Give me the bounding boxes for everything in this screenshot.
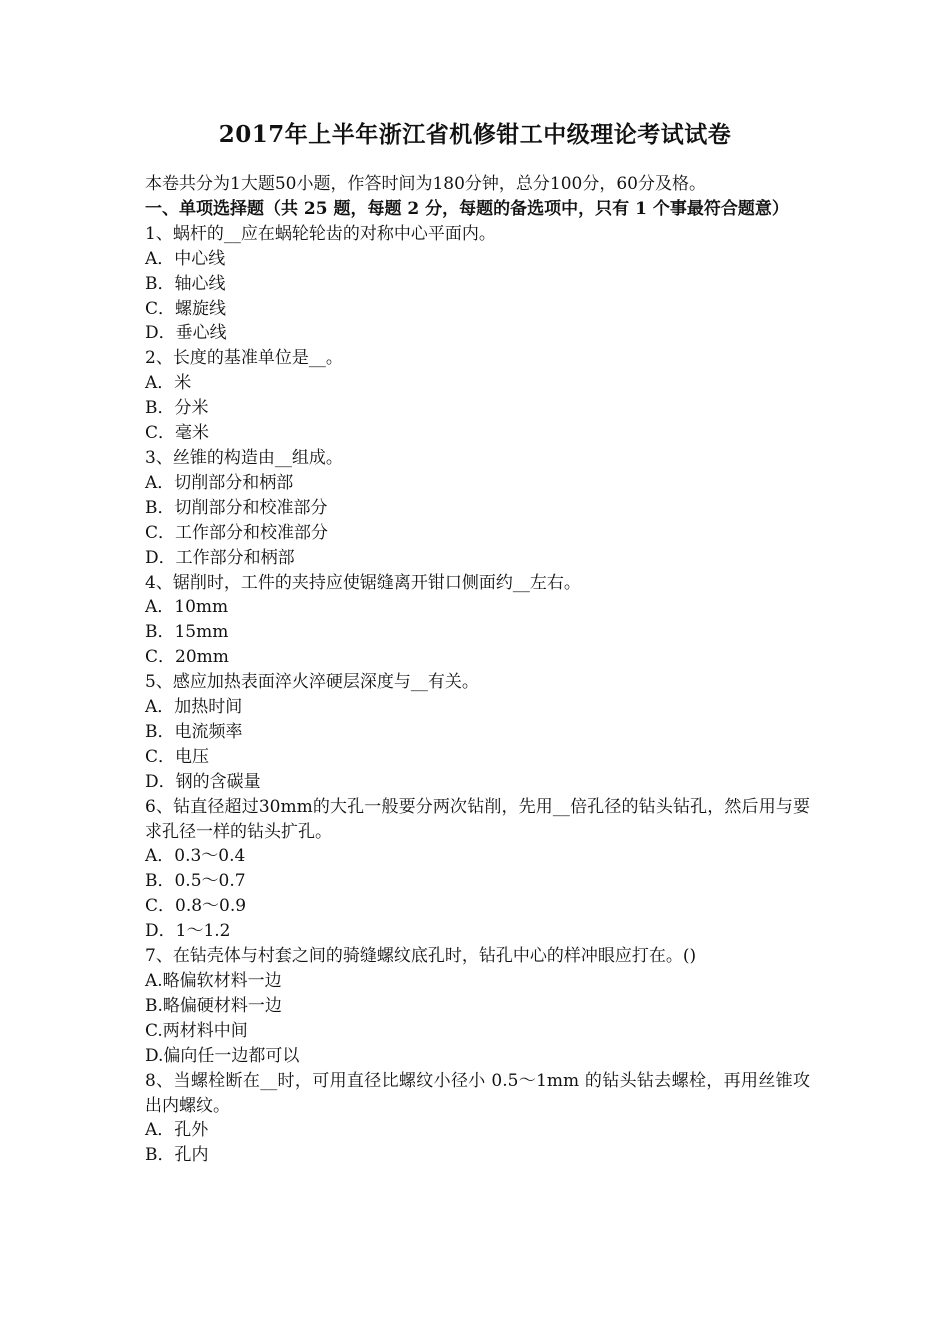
question-option: D.偏向任一边都可以 — [145, 1045, 300, 1066]
question-option: A．加热时间 — [145, 697, 243, 718]
question-option: C．螺旋线 — [145, 298, 227, 319]
question-option: B．15mm — [145, 622, 229, 643]
question-option: A．10mm — [145, 597, 229, 618]
question-stem: 2、长度的基准单位是__。 — [145, 348, 343, 369]
exam-intro: 本卷共分为1大题50小题，作答时间为180分钟，总分100分，60分及格。 — [145, 174, 706, 194]
question-option: C.两材料中间 — [145, 1020, 248, 1041]
question-option: C．工作部分和校准部分 — [145, 522, 329, 543]
question-option: A．0.3～0.4 — [145, 846, 246, 867]
question-option: B．切削部分和校准部分 — [145, 497, 328, 518]
question-stem: 5、感应加热表面淬火淬硬层深度与__有关。 — [145, 672, 479, 693]
question-option: B．轴心线 — [145, 273, 226, 294]
section-heading: 一、单项选择题（共 25 题，每题 2 分，每题的备选项中，只有 1 个事最符合题意） — [145, 198, 789, 219]
document-body — [145, 172, 810, 1168]
question-option: B．电流频率 — [145, 721, 243, 742]
question-option: B．分米 — [145, 398, 209, 419]
question-stem: 8、当螺栓断在__时，可用直径比螺纹小径小 0.5～1mm 的钻头钻去螺栓，再用丝锥攻出内螺纹。 — [145, 1070, 810, 1116]
question-option: D．工作部分和柄部 — [145, 547, 295, 568]
question-stem: 4、锯削时，工件的夹持应使锯缝离开钳口侧面约__左右。 — [145, 572, 581, 593]
question-option: B.略偏硬材料一边 — [145, 995, 282, 1016]
question-option: A．中心线 — [145, 248, 226, 269]
question-option: A．米 — [145, 373, 192, 394]
question-option: C．0.8～0.9 — [145, 896, 247, 917]
question-option: A．孔外 — [145, 1120, 209, 1141]
question-stem: 1、蜗杆的__应在蜗轮轮齿的对称中心平面内。 — [145, 223, 496, 244]
question-option: D．钢的含碳量 — [145, 771, 261, 792]
question-option: C．毫米 — [145, 423, 210, 444]
question-option: D．垂心线 — [145, 323, 227, 344]
question-stem: 6、钻直径超过30mm的大孔一般要分两次钻削，先用__倍孔径的钻头钻孔，然后用与要求孔径一样的钻头扩孔。 — [145, 796, 810, 842]
question-option: A.略偏软材料一边 — [145, 971, 282, 991]
question-option: B．孔内 — [145, 1145, 209, 1166]
question-option: D．1～1.2 — [145, 921, 231, 942]
question-option: C．电压 — [145, 746, 210, 767]
question-option: C．20mm — [145, 647, 229, 668]
question-option: A．切削部分和柄部 — [145, 472, 294, 493]
document-title: 2017年上半年浙江省机修钳工中级理论考试试卷 — [218, 121, 732, 148]
question-stem: 7、在钻壳体与村套之间的骑缝螺纹底孔时，钻孔中心的样冲眼应打在。() — [145, 946, 697, 967]
question-option: B．0.5～0.7 — [145, 871, 246, 892]
question-stem: 3、丝锥的构造由__组成。 — [145, 447, 343, 468]
